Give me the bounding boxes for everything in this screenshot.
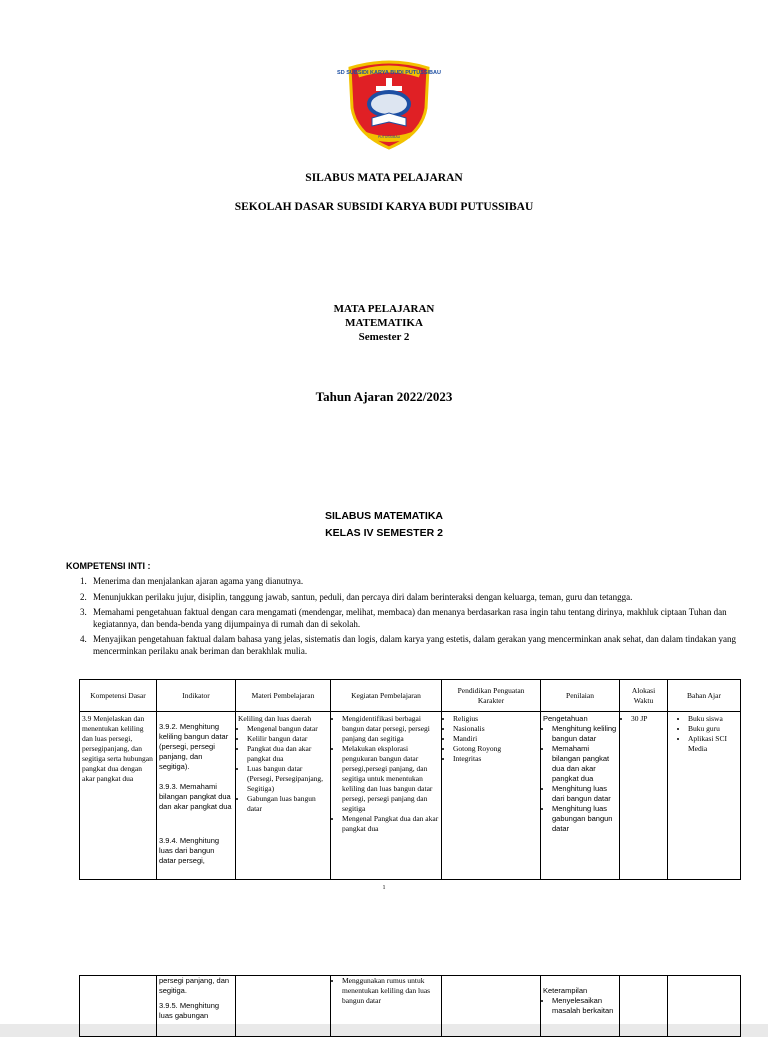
col-kegiatan: Kegiatan Pembelajaran xyxy=(331,680,442,712)
ki-number: 3. xyxy=(80,607,87,617)
kegiatan-cell xyxy=(331,712,442,880)
col-materi: Materi Pembelajaran xyxy=(236,680,331,712)
list-item: • Menggunakan rumus untuk menentukan keliling dan luas bangun datar xyxy=(342,976,439,1006)
list-item: • Nasionalis xyxy=(453,724,538,734)
list-item: • Luas bangun datar (Persegi, Persegipanjang, Segitiga) xyxy=(247,764,328,794)
ki-number: 2. xyxy=(80,591,87,602)
penilaian-cell xyxy=(541,712,620,880)
list-item: • Melakukan eksplorasi pengukuran bangun datar persegi,persegi panjang, dan segitiga untuk menentukan keliling dan luas bangun datar persegi, persegi panjang dan segitiga xyxy=(342,744,439,814)
ki-number: 4. xyxy=(80,634,87,644)
semester: Semester 2 xyxy=(358,331,410,343)
kegiatan-list xyxy=(333,976,439,1006)
kd-cell xyxy=(80,976,157,1037)
col-indikator: Indikator xyxy=(157,680,236,712)
ki-text: Menerima dan menjalankan ajaran agama yang dianutnya. xyxy=(93,576,304,586)
alokasi-list xyxy=(622,714,665,724)
materi-list xyxy=(238,724,328,814)
page-number: 1 xyxy=(382,885,386,891)
list-item: • Mengenal bangun datar xyxy=(247,724,328,734)
list-item: • Mandiri xyxy=(453,734,538,744)
ki-heading: KOMPETENSI INTI : xyxy=(66,561,151,571)
syllabus-table xyxy=(79,679,741,880)
list-item: • Kelilir bangun datar xyxy=(247,734,328,744)
indikator-item: 3.9.2. Menghitung keliling bangun datar (persegi, persegi panjang, dan segitiga). xyxy=(159,722,229,771)
table-row xyxy=(80,712,741,880)
penilaian-label: Keterampilan xyxy=(543,986,588,995)
karakter-cell xyxy=(442,976,541,1037)
penilaian-list xyxy=(543,996,617,1016)
materi-cell xyxy=(236,976,331,1037)
subject-label: MATA PELAJARAN xyxy=(333,303,435,315)
logo-ribbon-text: PUTUSSIBAU xyxy=(377,135,401,139)
karakter-cell xyxy=(442,712,541,880)
table-row xyxy=(80,976,741,1037)
col-karakter: Pendidikan Penguatan Karakter xyxy=(442,680,541,712)
indikator-item: persegi panjang, dan segitiga. xyxy=(159,976,230,995)
syllabus-subtitle: KELAS IV SEMESTER 2 xyxy=(325,527,443,539)
list-item: • Menyelesaikan masalah berkaitan xyxy=(552,996,617,1016)
school-name: SEKOLAH DASAR SUBSIDI KARYA BUDI PUTUSSIBAU xyxy=(234,201,534,213)
syllabus-heading xyxy=(0,508,768,542)
document-page-2 xyxy=(0,975,768,1024)
syllabus-table-continued xyxy=(79,975,741,1037)
list-item: • Religius xyxy=(453,714,538,724)
col-bahan-ajar: Bahan Ajar xyxy=(668,680,741,712)
list-item: • Gabungan luas bangun datar xyxy=(247,794,328,814)
list-item: • Mengidentifikasi berbagai bangun datar persegi, persegi panjang dan segitiga xyxy=(342,714,439,744)
list-item: • Menghitung luas gabungan bangun datar xyxy=(552,804,617,834)
bahan-cell xyxy=(668,712,741,880)
ki-item xyxy=(80,576,740,588)
materi-cell xyxy=(236,712,331,880)
list-item: • Menghitung luas dari bangun datar xyxy=(552,784,617,804)
subject-block xyxy=(0,302,768,344)
ki-item xyxy=(80,592,740,604)
alokasi-cell xyxy=(620,712,668,880)
bahan-list xyxy=(670,714,738,754)
ki-text: Memahami pengetahuan faktual dengan cara mengamati (mendengar, melihat, membaca) dan menanya berdasarkan rasa ingin tahu tentang dirinya, makhluk ciptaan Tuhan dan kegiatannya, dan benda-benda yang dijumpainya di rumah dan di sekolah. xyxy=(93,607,727,629)
list-item: • Mengenal Pangkat dua dan akar pangkat dua xyxy=(342,814,439,834)
syllabus-title: SILABUS MATEMATIKA xyxy=(324,510,444,522)
kd-cell: 3.9 Menjelaskan dan menentukan keliling dan luas persegi, persegipanjang, dan segitiga serta hubungan pangkat dua dengan akar pangkat dua xyxy=(80,712,157,880)
ki-item xyxy=(80,634,740,657)
ki-text: Menyajikan pengetahuan faktual dalam bahasa yang jelas, sistematis dan logis, dalam karya yang estetis, dalam gerakan yang mencerminkan anak sehat, dan dalam tindakan yang mencerminkan perilaku anak beriman dan berakhlak mulia. xyxy=(93,634,737,656)
indikator-item: 3.9.3. Memahami bilangan pangkat dua dan akar pangkat dua xyxy=(159,782,232,811)
cover-title: SILABUS MATA PELAJARAN xyxy=(305,172,463,184)
school-logo xyxy=(337,58,441,150)
list-item: • 30 JP xyxy=(631,714,665,724)
ki-item xyxy=(80,607,740,630)
list-item: • Buku siswa xyxy=(688,714,738,724)
ki-text: Menunjukkan perilaku jujur, disiplin, tanggung jawab, santun, peduli, dan percaya diri dalam berinteraksi dengan keluarga, teman, guru dan tetangga. xyxy=(93,591,633,602)
page-gap xyxy=(0,903,768,975)
alokasi-cell xyxy=(620,976,668,1037)
list-item: • Gotong Royong xyxy=(453,744,538,754)
list-item: • Aplikasi SCI Media xyxy=(688,734,738,754)
indikator-item: 3.9.5. Menghitung luas gabungan xyxy=(159,1001,220,1020)
col-kompetensi-dasar: Kompetensi Dasar xyxy=(80,680,157,712)
kegiatan-cell xyxy=(331,976,442,1037)
ki-list xyxy=(80,576,740,661)
list-item: • Buku guru xyxy=(688,724,738,734)
bahan-cell xyxy=(668,976,741,1037)
kegiatan-list xyxy=(333,714,439,834)
list-item: • Pangkat dua dan akar pangkat dua xyxy=(247,744,328,764)
col-penilaian: Penilaian xyxy=(541,680,620,712)
col-alokasi: Alokasi Waktu xyxy=(620,680,668,712)
list-item: • Menghitung keliling bangun datar xyxy=(552,724,617,744)
materi-intro: Keliling dan luas daerah xyxy=(238,714,312,723)
penilaian-cell xyxy=(541,976,620,1037)
karakter-list xyxy=(444,714,538,764)
ki-number: 1. xyxy=(80,576,87,586)
indikator-cell xyxy=(157,976,236,1037)
indikator-cell xyxy=(157,712,236,880)
list-item: • Integritas xyxy=(453,754,538,764)
penilaian-list xyxy=(543,724,617,834)
list-item: • Memahami bilangan pangkat dua dan akar pangkat dua xyxy=(552,744,617,784)
logo-ring-text: SD SUBSIDI KARYA BUDI PUTUSSIBAU xyxy=(337,70,441,76)
indikator-item: 3.9.4. Menghitung luas dari bangun datar persegi, xyxy=(159,836,220,865)
table-header-row xyxy=(80,680,741,712)
subject-name: MATEMATIKA xyxy=(345,317,423,329)
academic-year: Tahun Ajaran 2022/2023 xyxy=(315,389,453,404)
penilaian-label: Pengetahuan xyxy=(543,714,588,723)
